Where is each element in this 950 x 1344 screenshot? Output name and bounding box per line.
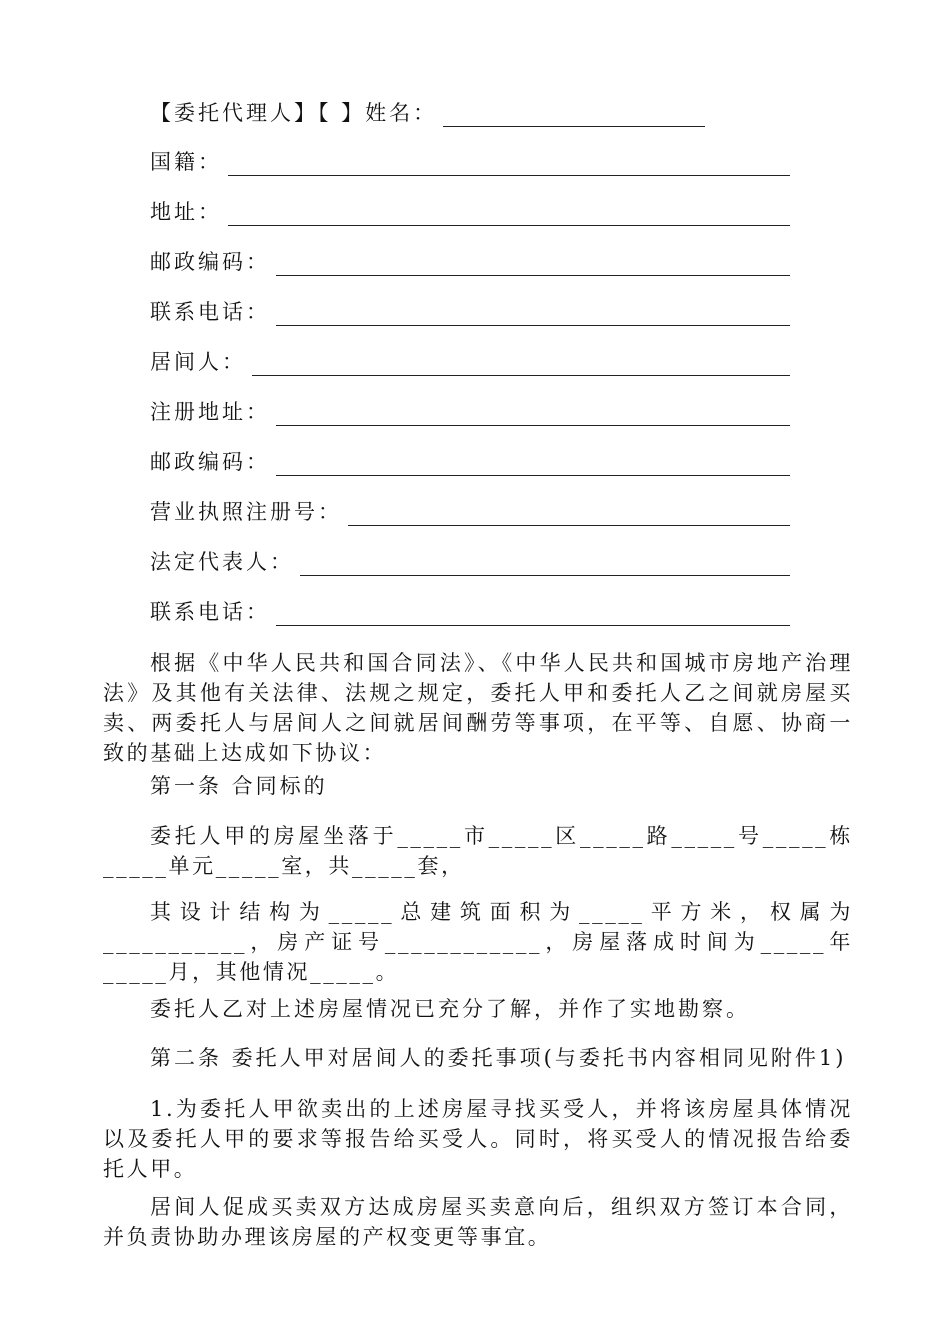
field-label: 联系电话：: [150, 300, 270, 324]
article-1-paragraph-2: 其设计结构为_____总建筑面积为_____平方米，权属为___________，房产证号____________，房屋落成时间为_____年_____月，其他情况_____。: [103, 900, 853, 984]
field-label: 联系电话：: [150, 600, 270, 624]
article-2-title: 第二条 委托人甲对居间人的委托事项(与委托书内容相同见附件1): [150, 1046, 847, 1070]
registered-address-field: [150, 396, 790, 426]
fill-in-blank: [348, 501, 790, 526]
postcode-field: [150, 246, 790, 276]
field-label: 注册地址：: [150, 400, 270, 424]
field-label: 法定代表人：: [150, 550, 294, 574]
field-label: 邮政编码：: [150, 250, 270, 274]
article-1-title: 第一条 合同标的: [150, 774, 328, 798]
address-field: [150, 196, 790, 226]
postcode-field-2: [150, 446, 790, 476]
field-label: 国籍：: [150, 150, 222, 174]
fill-in-blank: [228, 151, 790, 176]
field-label: 地址：: [150, 200, 222, 224]
nationality-field: [150, 146, 790, 176]
phone-field: [150, 296, 790, 326]
phone-field-2: [150, 596, 790, 626]
license-number-field: [150, 496, 790, 526]
fill-in-blank: [443, 102, 705, 127]
agent-name-field: [150, 97, 705, 127]
fill-in-blank: [276, 251, 790, 276]
fill-in-blank: [276, 301, 790, 326]
field-label: 【委托代理人】【 】姓名：: [150, 101, 438, 125]
field-label: 居间人：: [150, 350, 246, 374]
field-label: 邮政编码：: [150, 450, 270, 474]
fill-in-blank: [252, 351, 790, 376]
legal-representative-field: [150, 546, 790, 576]
article-2-paragraph-1: 1.为委托人甲欲卖出的上述房屋寻找买受人，并将该房屋具体情况以及委托人甲的要求等报告给买受人。同时，将买受人的情况报告给委托人甲。: [103, 1097, 853, 1181]
article-1-paragraph-1: 委托人甲的房屋坐落于_____市_____区_____路_____号_____栋_____单元_____室，共_____套，: [103, 824, 853, 878]
fill-in-blank: [276, 401, 790, 426]
fill-in-blank: [276, 451, 790, 476]
article-2-paragraph-2: 居间人促成买卖双方达成房屋买卖意向后，组织双方签订本合同，并负责协助办理该房屋的产权变更等事宜。: [103, 1195, 853, 1249]
article-1-paragraph-3: 委托人乙对上述房屋情况已充分了解，并作了实地勘察。: [150, 997, 750, 1021]
fill-in-blank: [228, 201, 790, 226]
fill-in-blank: [276, 601, 790, 626]
intro-paragraph: 根据《中华人民共和国合同法》、《中华人民共和国城市房地产治理法》及其他有关法律、法规之规定，委托人甲和委托人乙之间就房屋买卖、两委托人与居间人之间就居间酬劳等事项，在平等、自愿、协商一致的基础上达成如下协议：: [103, 651, 853, 765]
intermediary-field: [150, 346, 790, 376]
field-label: 营业执照注册号：: [150, 500, 342, 524]
fill-in-blank: [300, 551, 790, 576]
